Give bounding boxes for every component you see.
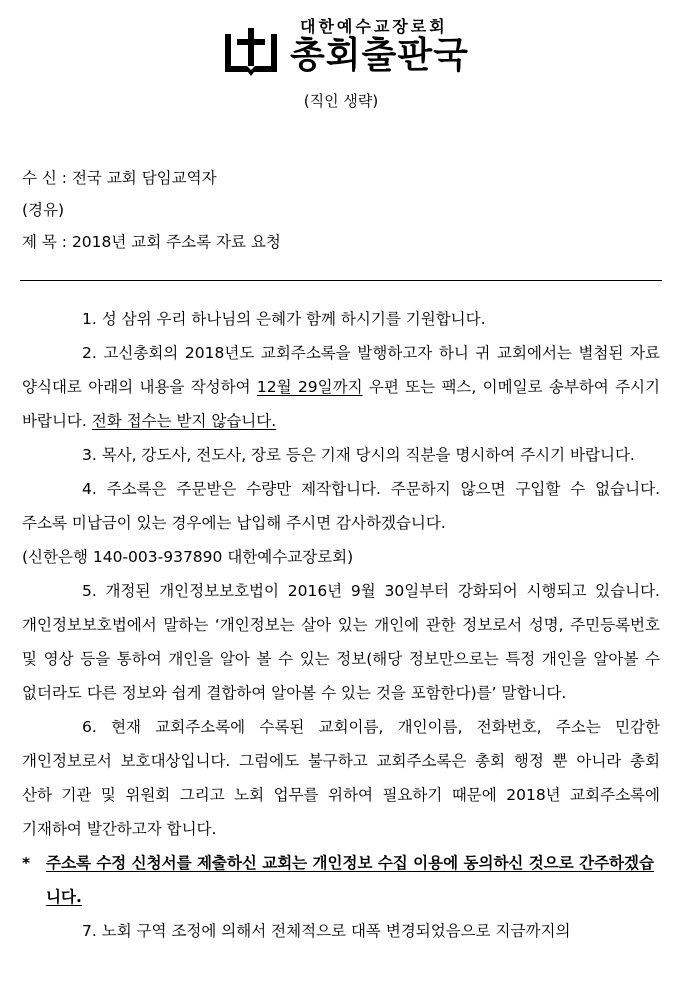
letter-body [22, 302, 660, 948]
via-line: (경유) [22, 201, 65, 219]
paragraph-3: 3. 목사, 강도사, 전도사, 장로 등은 기재 당시의 직분을 명시하여 주시기 바랍니다. [82, 446, 635, 464]
subject-line: 제 목 : 2018년 교회 주소록 자료 요청 [22, 233, 281, 251]
paragraph-2-text-a: 2. 고신총회의 2018년도 교회주소록을 발행하고자 하니 귀 교회에서는 별첨된 자료 양식대로 아래의 내용을 작성하여 [22, 344, 660, 396]
paragraph-6: 6. 현재 교회주소록에 수록된 교회이름, 개인이름, 전화번호, 주소는 민감한 개인정보로서 보호대상입니다. 그럼에도 불구하고 교회주소록은 총회 행정 뿐 아니라 총회 산하 기관 및 위원회 그리고 노회 업무를 위하여 필요하기 때문에 2018년 교회주소록에 기재하여 발간하고자 합니다. [22, 718, 660, 838]
paragraph-7: 7. 노회 구역 조정에 의해서 전체적으로 대폭 변경되었음으로 지금까지의 [82, 922, 571, 940]
bank-account-line: (신한은행 140-003-937890 대한예수교장로회) [22, 548, 354, 566]
recipient-line: 수 신 : 전국 교회 담임교역자 [22, 169, 217, 187]
paragraph-4: 4. 주소록은 주문받은 수량만 제작합니다. 주문하지 않으면 구입할 수 없습니다. 주소록 미납금이 있는 경우에는 납입해 주시면 감사하겠습니다. [22, 480, 660, 532]
seal-note: (직인 생략) [303, 92, 379, 110]
paragraph-1: 1. 성 삼위 우리 하나님의 은혜가 함께 하시기를 기원합니다. [82, 310, 486, 328]
paragraph-5: 5. 개정된 개인정보보호법이 2016년 9월 30일부터 강화되어 시행되고 있습니다. 개인정보보호법에서 말하는 ‘개인정보는 살아 있는 개인에 관한 정보로서 성명, 주민등록번호 및 영상 등을 통하여 개인을 알아 볼 수 있는 정보(해당 정보만으로는 특정 개인을 알아볼 수 없더라도 다른 정보와 쉽게 결합하여 알아볼 수 있는 것을 포함한다)를’ 말합니다. [22, 582, 660, 702]
publisher-logo [222, 12, 472, 78]
deadline-text: 12월 29일까지 [256, 378, 363, 396]
org-title: 총회출판국 [290, 35, 469, 76]
paragraph-2 [22, 336, 660, 438]
notice-asterisk: * [22, 854, 31, 872]
consent-notice-text: 주소록 수정 신청서를 제출하신 교회는 개인정보 수집 이용에 동의하신 것으로 간주하겠습니다. [46, 854, 654, 906]
header-divider [20, 280, 662, 281]
paragraph-2-text-b: 우편 또는 팩스, 이메일로 송부하여 주시기 바랍니다. [22, 378, 661, 430]
book-cross-icon [222, 26, 280, 78]
consent-notice [22, 846, 660, 914]
org-subtitle: 대한예수교장로회 [300, 17, 448, 36]
phone-notice-text: 전화 접수는 받지 않습니다. [91, 412, 277, 430]
